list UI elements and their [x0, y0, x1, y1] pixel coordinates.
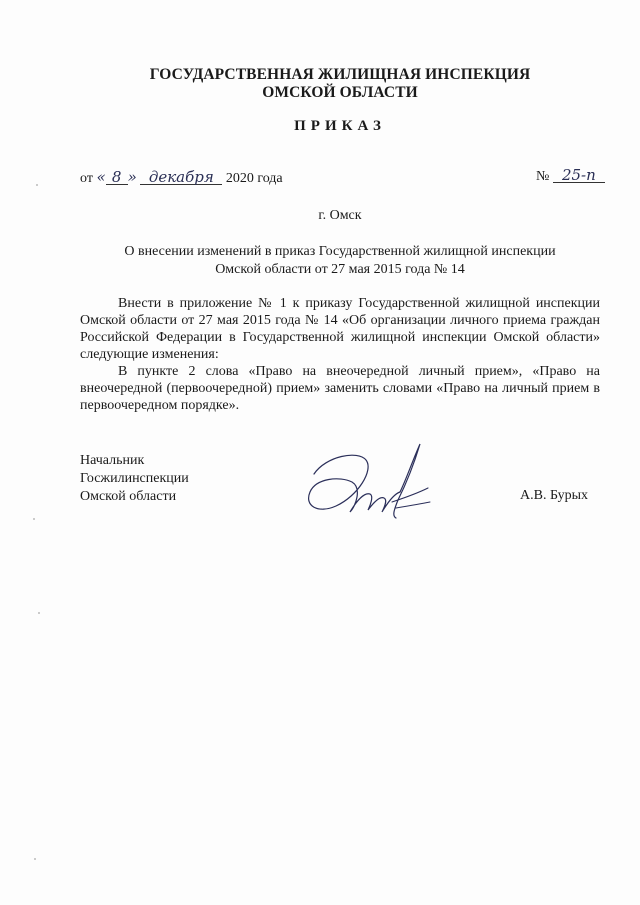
document-type-heading: ПРИКАЗ	[294, 118, 386, 134]
order-body	[80, 295, 600, 414]
date-day: 8	[106, 170, 128, 185]
order-subject	[80, 243, 600, 279]
number-value: 25-п	[553, 168, 605, 183]
order-number	[536, 168, 605, 185]
date-year: 2020 года	[225, 171, 283, 186]
organization-title-line2: ОМСКОЙ ОБЛАСТИ	[262, 84, 418, 101]
date-prefix: от	[80, 171, 93, 186]
city-name: г. Омск	[318, 208, 362, 223]
date-close-quote: »	[127, 168, 137, 186]
number-prefix: №	[536, 169, 550, 184]
organization-title-line1: ГОСУДАРСТВЕННАЯ ЖИЛИЩНАЯ ИНСПЕКЦИЯ	[149, 66, 531, 83]
position-line3: Омской области	[80, 489, 177, 504]
handwritten-signature	[296, 436, 436, 536]
order-date	[80, 168, 283, 187]
date-month: декабря	[140, 170, 222, 185]
position-line2: Госжилинспекции	[80, 471, 189, 486]
subject-line2: Омской области от 27 мая 2015 года № 14	[215, 262, 465, 277]
scan-speck	[33, 518, 35, 520]
signatory-name: А.В. Бурых	[520, 488, 589, 503]
organization-title	[80, 66, 600, 102]
signatory-position	[80, 452, 189, 506]
subject-line1: О внесении изменений в приказ Государственной жилищной инспекции	[124, 244, 556, 259]
body-paragraph-2: В пункте 2 слова «Право на внеочередной личный прием», «Право на внеочередной (первоочередной) прием» заменить словами «Право на личный прием в первоочередном порядке».	[80, 364, 600, 413]
date-open-quote: «	[96, 168, 106, 186]
scan-speck	[38, 612, 40, 614]
scan-speck	[34, 858, 36, 860]
scan-speck	[36, 184, 38, 186]
position-line1: Начальник	[80, 453, 145, 468]
body-paragraph-1: Внести в приложение № 1 к приказу Государственной жилищной инспекции Омской области от 27 мая 2015 года № 14 «Об организации личного приема граждан Российской Федерации в Государственной жилищной инспекции Омской области» следующие изменения:	[80, 296, 600, 362]
